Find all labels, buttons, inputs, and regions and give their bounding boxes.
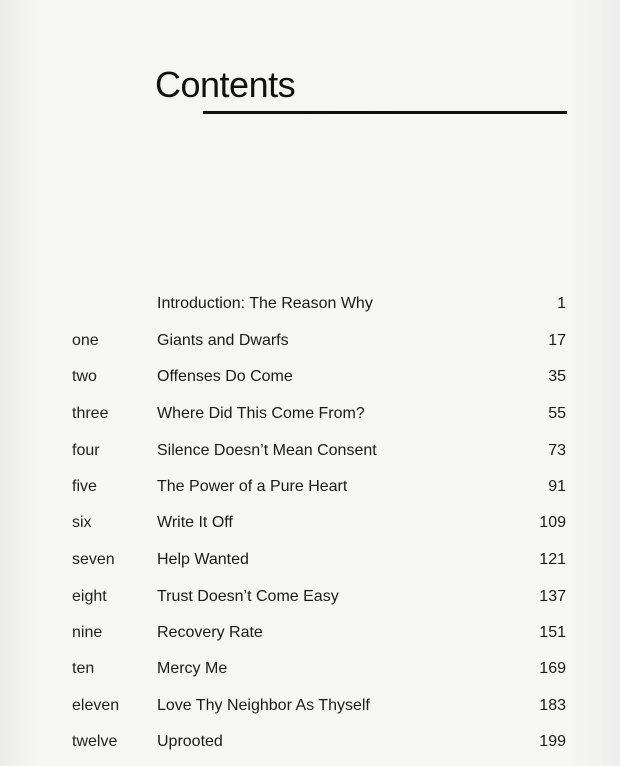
chapter-title: The Power of a Pure Heart xyxy=(157,478,348,495)
chapter-number: seven xyxy=(72,551,115,568)
chapter-number: eight xyxy=(72,588,107,605)
chapter-number: ten xyxy=(72,660,95,677)
title-underline xyxy=(203,111,567,114)
chapter-title: Uprooted xyxy=(157,733,223,750)
chapter-number: six xyxy=(72,514,92,531)
chapter-number: nine xyxy=(72,624,103,641)
chapter-title: Introduction: The Reason Why xyxy=(157,295,373,312)
chapter-title: Offenses Do Come xyxy=(157,368,293,385)
page-number: 121 xyxy=(539,551,566,568)
toc-entry xyxy=(0,694,620,718)
page-number: 35 xyxy=(548,368,566,385)
chapter-title: Help Wanted xyxy=(157,551,249,568)
page-number: 1 xyxy=(557,295,566,312)
chapter-title: Silence Doesn’t Mean Consent xyxy=(157,442,377,459)
page-title: Contents xyxy=(155,64,296,105)
toc-entry xyxy=(0,402,620,426)
toc-entry xyxy=(0,475,620,499)
toc-entry xyxy=(0,439,620,463)
chapter-number: eleven xyxy=(72,697,120,714)
chapter-number: one xyxy=(72,332,99,349)
toc-entry xyxy=(0,657,620,681)
toc-entry xyxy=(0,292,620,316)
page-number: 183 xyxy=(539,697,566,714)
chapter-number: four xyxy=(72,442,100,459)
chapter-title: Recovery Rate xyxy=(157,624,263,641)
page-number: 17 xyxy=(548,332,566,349)
page-number: 73 xyxy=(548,442,566,459)
page-number: 91 xyxy=(548,478,566,495)
chapter-number: two xyxy=(72,368,97,385)
page-number: 55 xyxy=(548,405,566,422)
chapter-title: Write It Off xyxy=(157,514,233,531)
toc-entry xyxy=(0,621,620,645)
chapter-title: Where Did This Come From? xyxy=(157,405,365,422)
chapter-title: Giants and Dwarfs xyxy=(157,332,289,349)
chapter-title: Trust Doesn’t Come Easy xyxy=(157,588,339,605)
toc-entry xyxy=(0,730,620,754)
toc-entry xyxy=(0,365,620,389)
chapter-number: twelve xyxy=(72,733,118,750)
chapter-title: Love Thy Neighbor As Thyself xyxy=(157,697,370,714)
chapter-number: five xyxy=(72,478,97,495)
toc-entry xyxy=(0,329,620,353)
toc-entry xyxy=(0,585,620,609)
chapter-title: Mercy Me xyxy=(157,660,228,677)
chapter-number: three xyxy=(72,405,109,422)
page-number: 109 xyxy=(539,514,566,531)
page-number: 151 xyxy=(539,624,566,641)
page-number: 199 xyxy=(539,733,566,750)
page-number: 137 xyxy=(539,588,566,605)
toc-entry xyxy=(0,548,620,572)
page-number: 169 xyxy=(539,660,566,677)
toc-entry xyxy=(0,511,620,535)
